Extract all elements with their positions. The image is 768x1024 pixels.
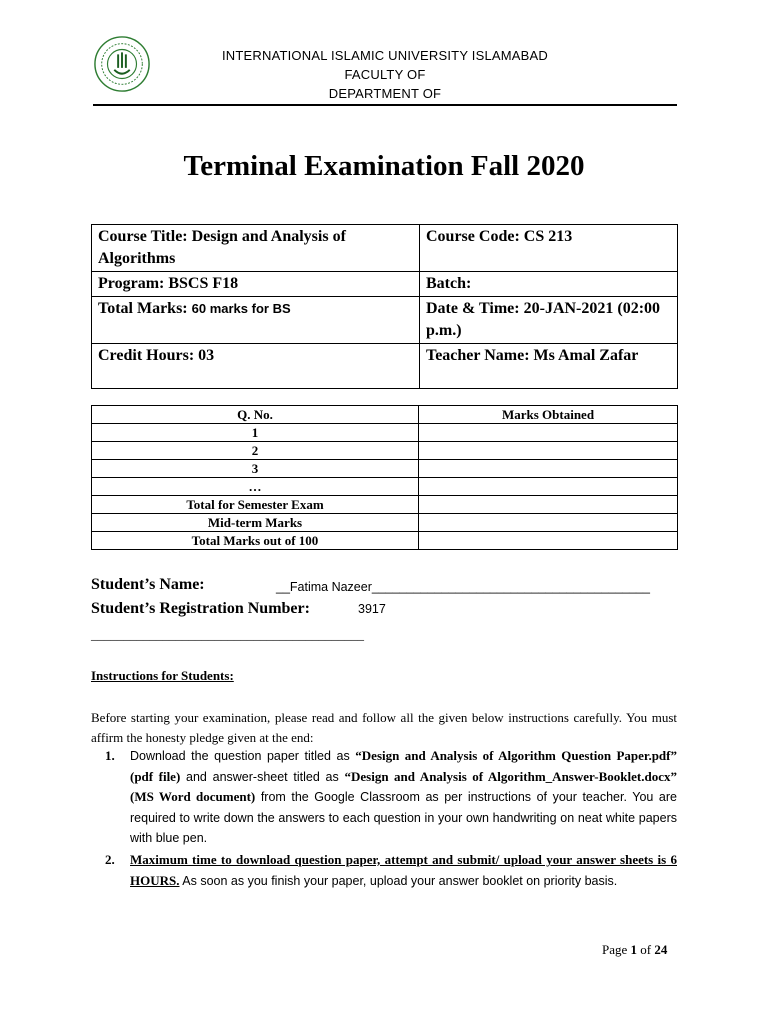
table-row (92, 496, 678, 514)
instructions-intro: Before starting your examination, please read and follow all the given below instructions carefully. You must affirm the honesty pledge given at the end: (91, 710, 677, 745)
student-name-label: Student’s Name: (91, 576, 205, 593)
marks-cell (419, 496, 678, 514)
faculty-line: FACULTY OF (344, 67, 426, 82)
exam-title: Terminal Examination Fall 2020 (183, 150, 585, 182)
of-word: of (637, 942, 655, 957)
item-text: from the Google Classroom as per instructions of your teacher. You are required to write down the answers to each question in your own handwriting on neat white papers with blue pen. (130, 790, 677, 845)
instruction-item-1 (105, 746, 677, 849)
marks-cell (419, 424, 678, 442)
row-label: Total Marks out of 100 (92, 532, 419, 550)
university-name: INTERNATIONAL ISLAMIC UNIVERSITY ISLAMABAD (221, 48, 548, 63)
registration-value: 3917 (358, 602, 386, 616)
total-pages: 24 (654, 942, 668, 957)
batch: Batch: (420, 272, 678, 297)
marks-cell (419, 514, 678, 532)
question-paper-filename: “Design and Analysis of Algorithm Question Paper.pdf” (pdf file) (130, 748, 677, 784)
instruction-item-2 (105, 850, 677, 891)
table-row (92, 442, 678, 460)
program: Program: BSCS F18 (92, 272, 420, 297)
table-row (92, 532, 678, 550)
row-label: Mid-term Marks (92, 514, 419, 532)
row-label: Total for Semester Exam (92, 496, 419, 514)
instructions-title: Instructions for Students: (91, 668, 234, 683)
total-marks-label: Total Marks: (98, 300, 188, 317)
registration-underline: __________________________________________ (91, 627, 364, 642)
table-row (92, 424, 678, 442)
marks-table (91, 405, 678, 550)
item-number: 2. (105, 852, 115, 867)
row-label: 2 (92, 442, 419, 460)
university-logo (93, 35, 151, 93)
row-label: 1 (92, 424, 419, 442)
table-row (92, 478, 678, 496)
time-limit-note: Maximum time to download question paper, attempt and submit/ upload your answer sheets is 6 HOURS. (130, 852, 677, 888)
course-title: Course Title: Design and Analysis of Algorithms (92, 225, 420, 272)
marks-header-obtained: Marks Obtained (419, 406, 678, 424)
date-time: Date & Time: 20-JAN-2021 (02:00 p.m.) (420, 297, 678, 344)
marks-cell (419, 442, 678, 460)
marks-cell (419, 478, 678, 496)
header-rule (93, 104, 677, 106)
row-label: 3 (92, 460, 419, 478)
row-label: … (92, 478, 419, 496)
total-marks-value: 60 marks for BS (191, 301, 291, 316)
item-number: 1. (105, 748, 115, 763)
course-code: Course Code: CS 213 (420, 225, 678, 272)
department-line: DEPARTMENT OF (328, 86, 442, 101)
table-row (92, 460, 678, 478)
student-name-value: __Fatima Nazeer________________________________________ (276, 580, 650, 594)
page-number (602, 942, 667, 958)
credit-hours: Credit Hours: 03 (92, 344, 420, 389)
table-row (92, 514, 678, 532)
page-word: Page (602, 942, 631, 957)
item-text: and answer-sheet titled as (180, 769, 345, 784)
answer-booklet-filename: “Design and Analysis of Algorithm_Answer-Booklet.docx” (MS Word document) (130, 768, 677, 804)
teacher-name: Teacher Name: Ms Amal Zafar (420, 344, 678, 389)
marks-cell (419, 460, 678, 478)
registration-label: Student’s Registration Number: (91, 600, 310, 617)
marks-header-qno: Q. No. (92, 406, 419, 424)
marks-cell (419, 532, 678, 550)
item-text: Download the question paper titled as (130, 749, 356, 763)
total-marks (92, 297, 420, 344)
current-page: 1 (630, 942, 638, 957)
course-info-table (91, 224, 678, 389)
item-text: As soon as you finish your paper, upload your answer booklet on priority basis. (179, 873, 618, 888)
